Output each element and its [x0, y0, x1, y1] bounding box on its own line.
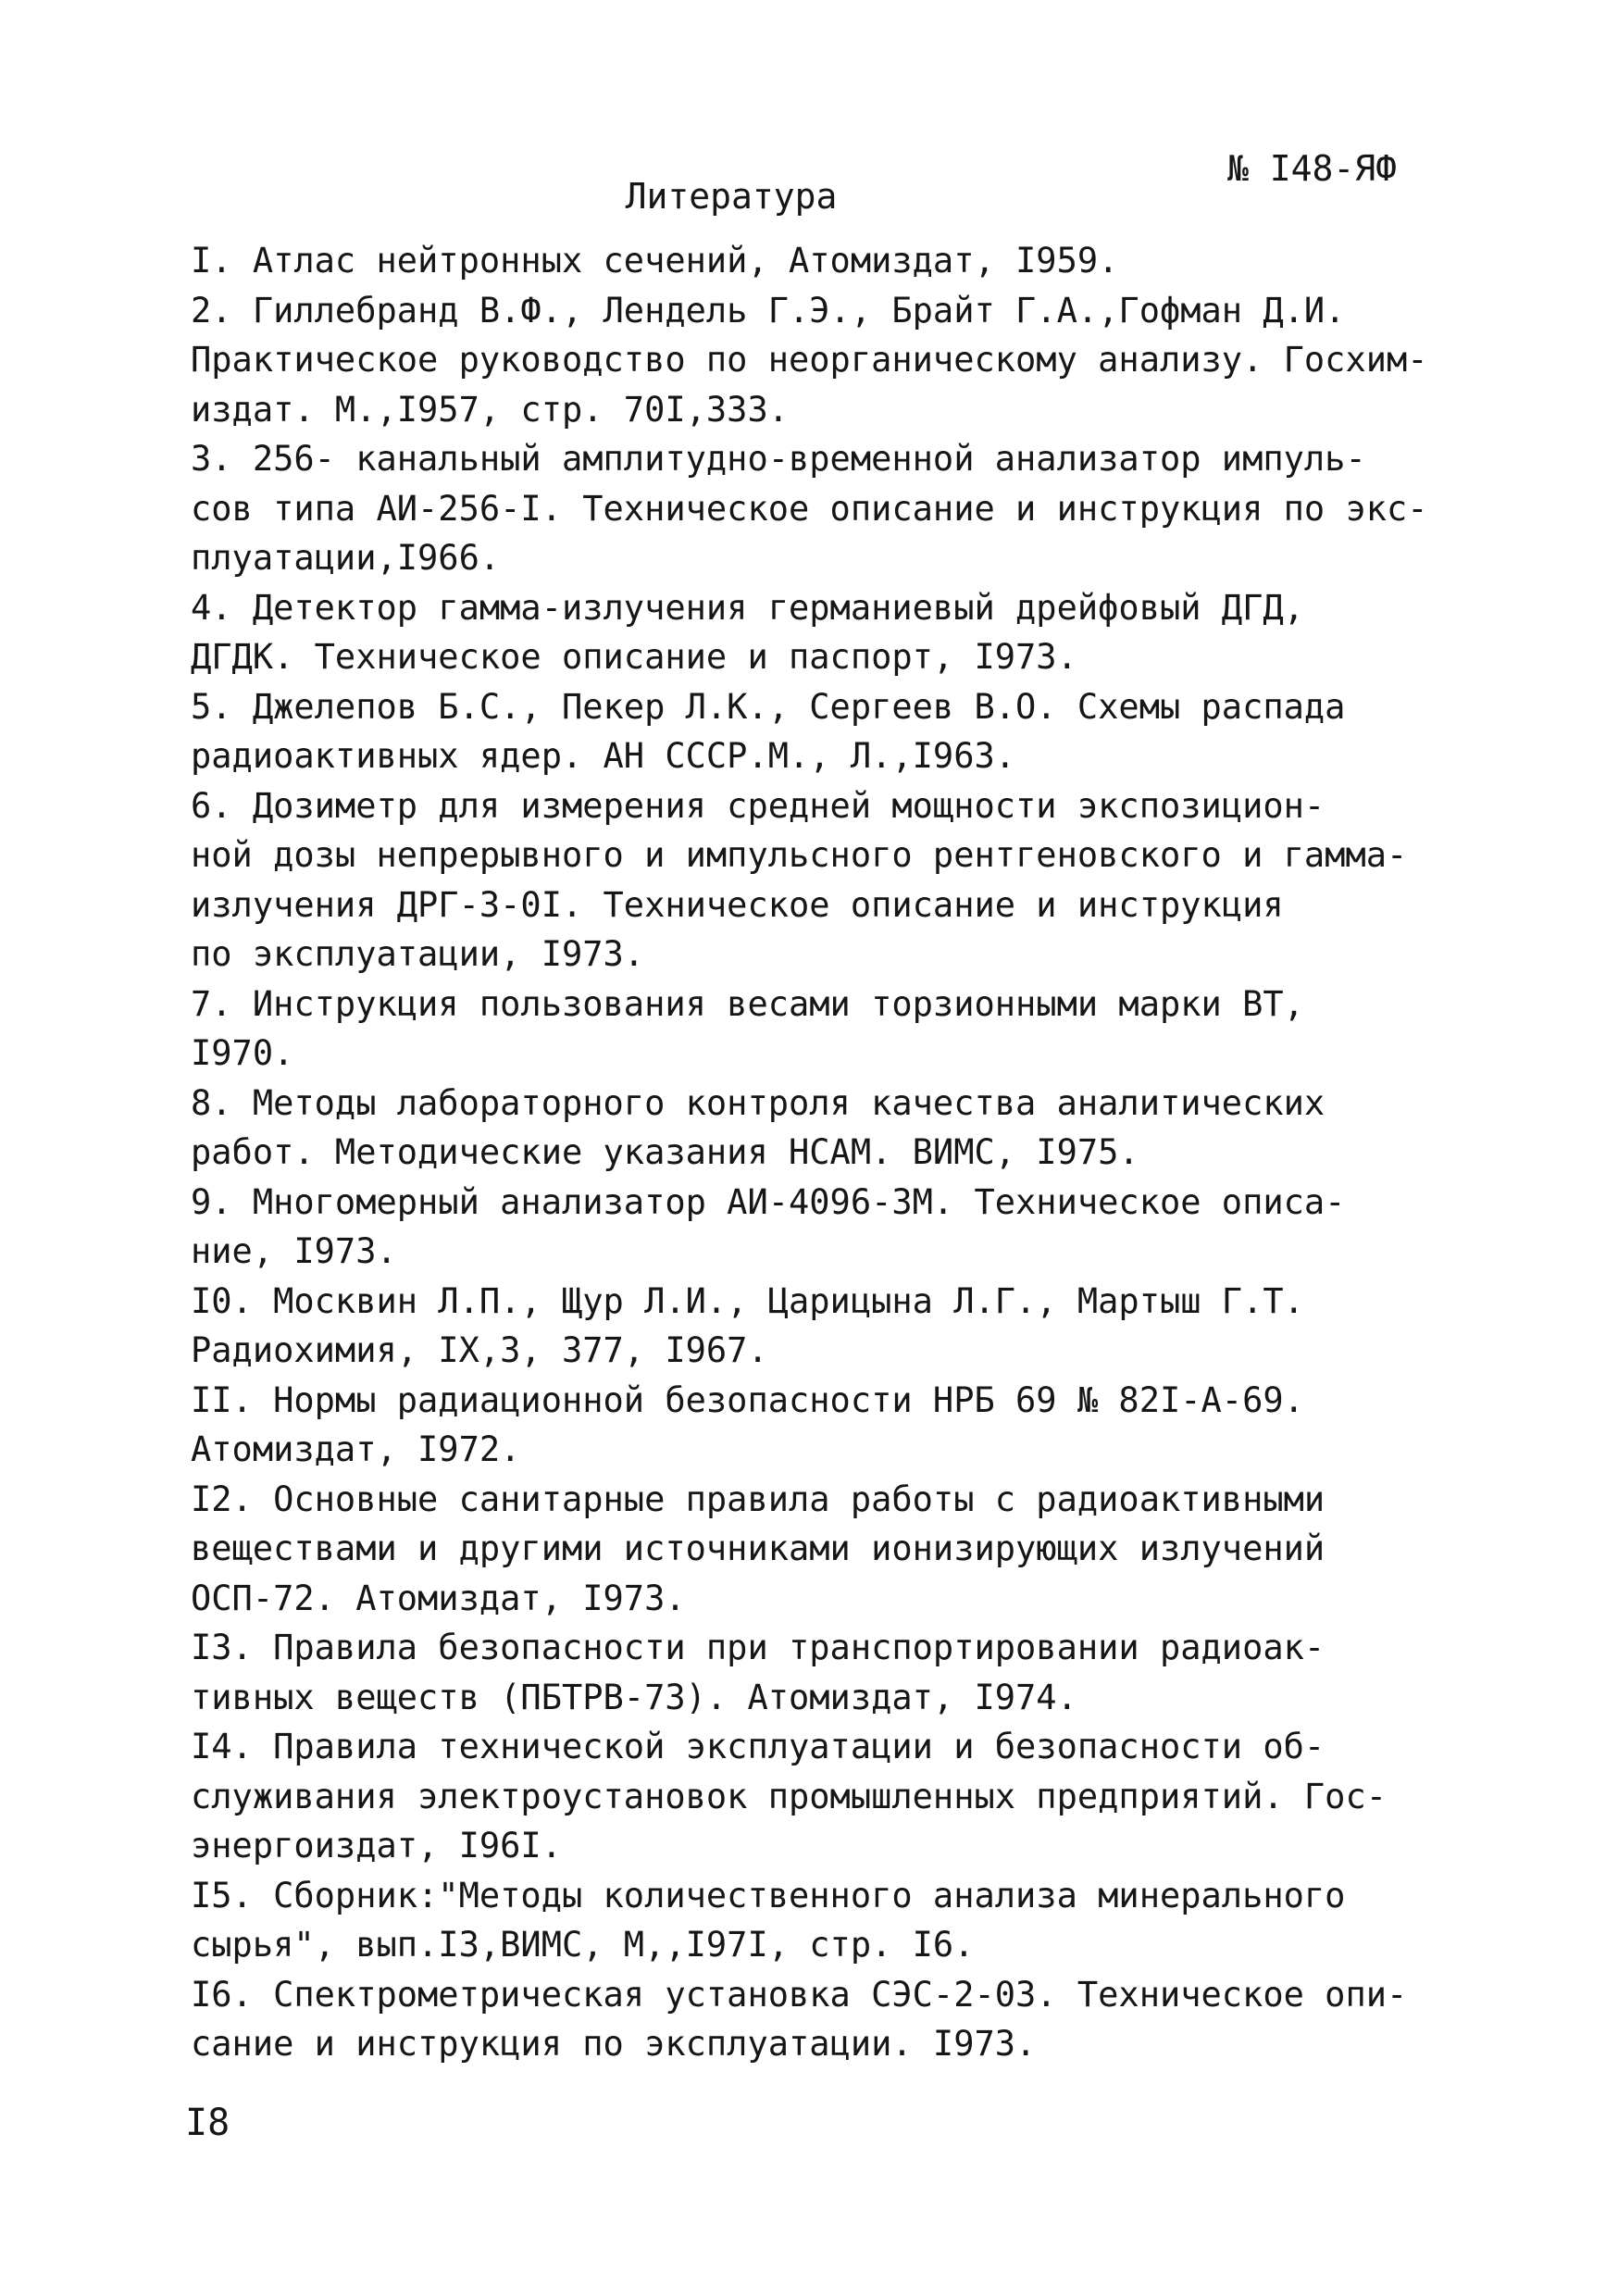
- reference-list: [191, 236, 1482, 2069]
- reference-item: II. Нормы радиационной безопасности НРБ 69 № 82I-А-69. Атомиздат, I972.: [191, 1379, 1304, 1469]
- reference-item: I6. Спектрометрическая установка СЭС-2-03. Техническое опи- сание и инструкция по эксплуатации. I973.: [191, 1974, 1408, 2064]
- reference-item: 3. 256- канальный амплитудно-временной анализатор импуль- сов типа АИ-256-I. Техническое описание и инструкция по экс- плуатации,I966.: [191, 439, 1428, 578]
- reference-item: I2. Основные санитарные правила работы с радиоактивными веществами и другими источниками ионизирующих излучений ОСП-72. Атомиздат, I973.: [191, 1479, 1326, 1618]
- reference-item: 5. Джелепов Б.С., Пекер Л.К., Сергеев В.О. Схемы распада радиоактивных ядер. АН СССР.М., Л.,I963.: [191, 686, 1346, 776]
- reference-item: 4. Детектор гамма-излучения германиевый дрейфовый ДГД, ДГДК. Техническое описание и паспорт, I973.: [191, 587, 1304, 677]
- page-title: Литература: [625, 176, 838, 217]
- reference-item: 9. Многомерный анализатор АИ-4096-3М. Техническое описа- ние, I973.: [191, 1181, 1346, 1271]
- document-number: № I48-ЯФ: [1227, 148, 1398, 189]
- reference-item: 7. Инструкция пользования весами торзионными марки ВТ, I970.: [191, 983, 1304, 1073]
- reference-item: 2. Гиллебранд В.Ф., Лендель Г.Э., Брайт Г.А.,Гофман Д.И. Практическое руководство по неорганическому анализу. Госхим- издат. М.,I957, стр. 70I,333.: [191, 290, 1428, 430]
- reference-item: 6. Дозиметр для измерения средней мощности экспозицион- ной дозы непрерывного и импульсного рентгеновского и гамма- излучения ДРГ-3-0I. Техническое описание и инструкция по эксплуатации, I973.: [191, 785, 1408, 974]
- page-number: I8: [185, 2102, 230, 2144]
- reference-item: I0. Москвин Л.П., Щур Л.И., Царицына Л.Г., Мартыш Г.Т. Радиохимия, IX,3, 377, I967.: [191, 1280, 1304, 1370]
- reference-item: I5. Сборник:"Методы количественного анализа минерального сырья", вып.I3,ВИМС, М,,I97I, стр. I6.: [191, 1875, 1346, 1965]
- reference-item: 8. Методы лабораторного контроля качества аналитических работ. Методические указания НСАМ. ВИМС, I975.: [191, 1082, 1326, 1172]
- reference-item: I3. Правила безопасности при транспортировании радиоак- тивных веществ (ПБТРВ-73). Атомиздат, I974.: [191, 1628, 1326, 1717]
- reference-item: I. Атлас нейтронных сечений, Атомиздат, I959.: [191, 241, 1119, 281]
- reference-item: I4. Правила технической эксплуатации и безопасности об- служивания электроустановок промышленных предприятий. Гос- энергоиздат, I96I.: [191, 1727, 1388, 1866]
